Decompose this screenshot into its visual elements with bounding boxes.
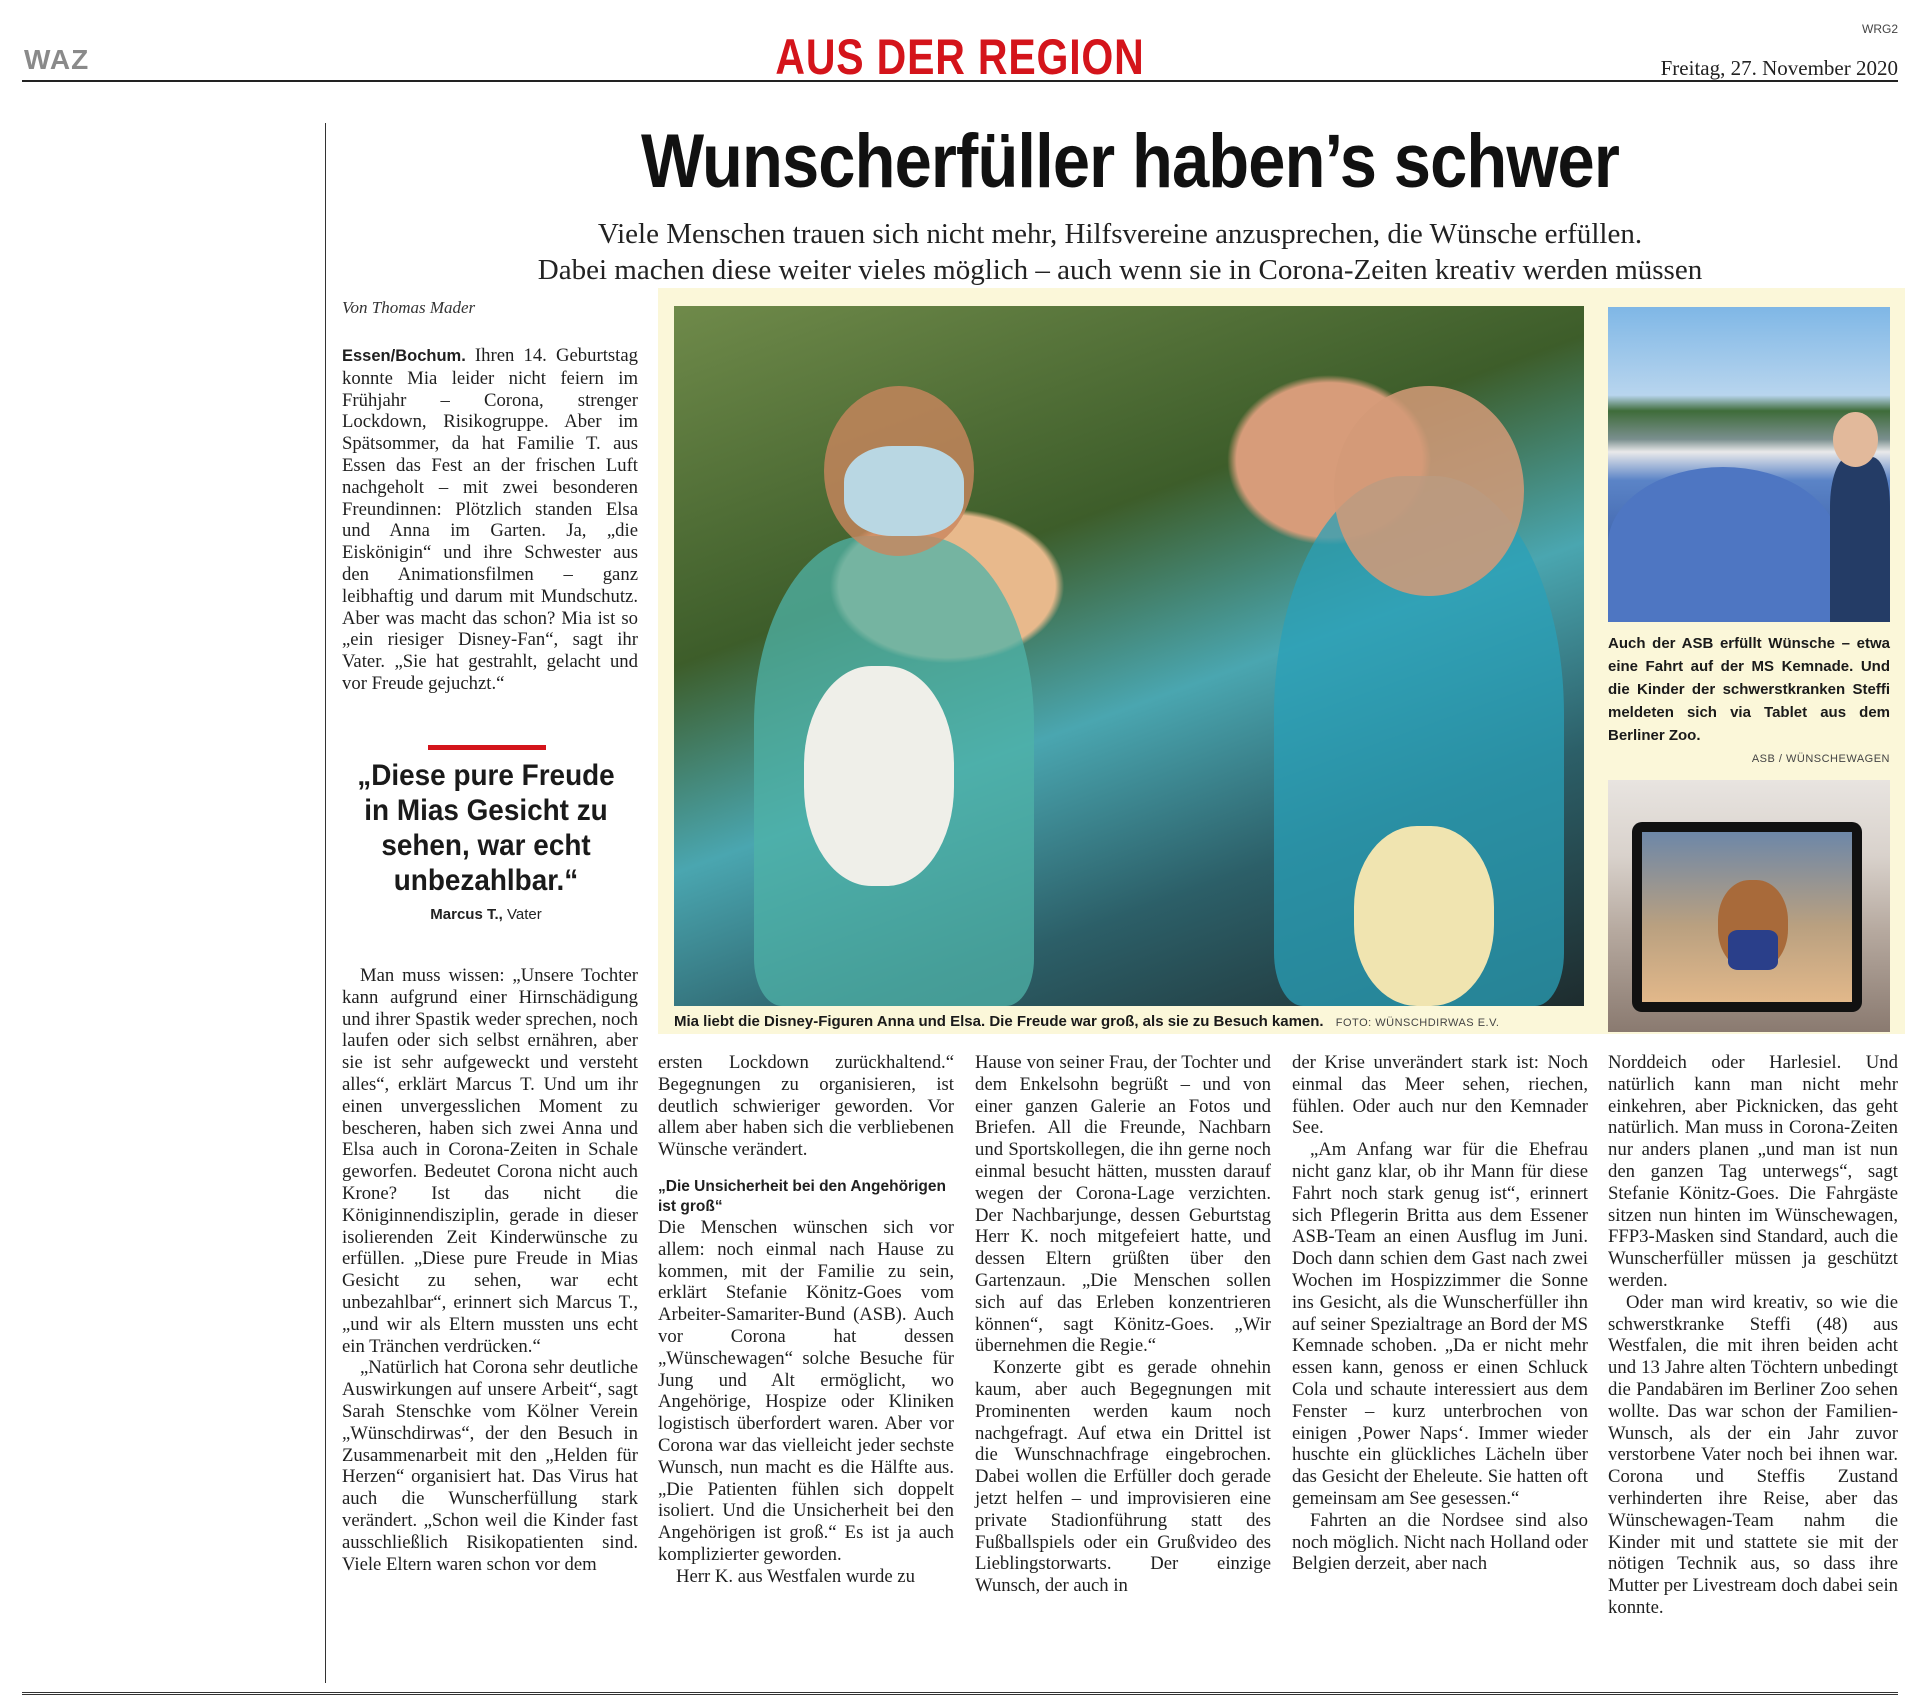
paragraph: Norddeich oder Harlesiel. Und natürlich kann man nicht mehr einkehren, aber Picknicken, das geht natürlich. Man muss in Corona-Zeiten nur anders planen „und man ist nun den ganzen Tag unterwegs“, sagt Stefanie Könitz-Goes. Die Fahrgäste sitzen nun hinten im Wünschewagen, FFP3-Masken sind Standard, auch die Wunscherfüller müssen ja geschützt werden. bbox=[1608, 1052, 1898, 1291]
dateline: Essen/Bochum. bbox=[342, 347, 466, 365]
paragraph: „Am Anfang war für die Ehefrau nicht ganz klar, ob ihr Mann für diese Fahrt noch stark genug ist“, erinnert sich Pflegerin Britta aus dem Essener ASB-Team an einen Ausflug im Juni. Doch dann schien dem Gast nach zwei Wochen im Hospizzimmer die Sonne ins Gesicht, als die Wunscherfüller ihn auf seiner Spezialtrage an Bord der MS Kemnade schoben. „Da er nicht mehr essen kann, genoss er einen Schluck Cola und schaute interessiert aus dem Fenster – kurz unterbrochen von einigen ‚Power Naps‘. Immer wieder huschte ein glückliches Lächeln über das Gesicht der Eheleute. Sie hatten oft gemeinsam am See gesessen.“ bbox=[1292, 1139, 1588, 1509]
column-5 bbox=[1608, 1052, 1898, 1619]
article-headline: Wunscherfüller haben’s schwer bbox=[641, 119, 1619, 204]
paragraph: Konzerte gibt es gerade ohnehin kaum, aber auch Begegnungen mit Prominenten werden kaum noch nachgefragt. Auf etwa ein Drittel ist die Wunschnachfrage eingebrochen. Dabei wollen die Erfüller doch gerade jetzt helfen – und improvisieren eine private Stadionführung statt des Fußballspiels oder ein Grußvideo des Lieblingstorwarts. Der einzige Wunsch, der auch in bbox=[975, 1357, 1271, 1597]
edition-code: WRG2 bbox=[1862, 22, 1898, 36]
left-column-rule bbox=[325, 123, 326, 1683]
column-3 bbox=[975, 1052, 1271, 1597]
main-photo-credit: FOTO: WÜNSCHDIRWAS E.V. bbox=[1335, 1017, 1500, 1029]
header-rule bbox=[22, 80, 1898, 82]
side-photo-tablet bbox=[1608, 780, 1890, 1032]
column-4 bbox=[1292, 1052, 1588, 1575]
masthead-logo: WAZ bbox=[24, 44, 90, 75]
article-deck bbox=[400, 216, 1840, 288]
intro-paragraph: Essen/Bochum. Ihren 14. Geburtstag konnte Mia leider nicht feiern im Frühjahr – Corona, strenger Lockdown, Risikogruppe. Aber im Spätsommer, da hat Familie T. aus Essen das Fest an der frischen Luft nachgeholt – mit zwei besonderen Freundinnen: Plötzlich standen Elsa und Anna im Garten. Ja, „die Eiskönigin“ und ihre Schwester aus den Animationsfilmen – ganz leibhaftig und darum mit Mundschutz. Aber was macht das schon? Mia ist so „ein riesiger Disney-Fan“, sagt ihr Vater. „Sie hat gestrahlt, gelacht und vor Freude gejuchzt.“ bbox=[342, 345, 638, 694]
side-photo-caption: Auch der ASB erfüllt Wünsche – etwa eine Fahrt auf der MS Kemnade. Und die Kinder der schwerstkranken Steffi meldeten sich via Tablet aus dem Berliner Zoo. bbox=[1608, 635, 1890, 744]
subheading: „Die Unsicherheit bei den Angehörigen ist groß“ bbox=[658, 1177, 946, 1215]
pull-quote-role: Vater bbox=[502, 906, 542, 923]
column-1 bbox=[342, 965, 638, 1575]
column-2 bbox=[658, 1052, 954, 1588]
paragraph: Hause von seiner Frau, der Tochter und dem Enkelsohn begrüßt – und von einer ganzen Galerie an Fotos und Briefen. All die Freunde, Nachbarn und Sportskollegen, die ihn gerne noch einmal besucht hätten, mussten darauf wegen der Corona-Lage verzichten. Der Nachbarjunge, dessen Geburtstag Herr K. noch mitgefeiert hatte, und dessen Eltern grüßten über den Gartenzaun. „Die Menschen sollen sich auf das Erleben konzentrieren können“, sagt Könitz-Goes. „Wir übernehmen die Regie.“ bbox=[975, 1052, 1271, 1357]
pull-quote-rule bbox=[428, 745, 546, 750]
main-caption-text: Mia liebt die Disney-Figuren Anna und Elsa. Die Freude war groß, als sie zu Besuch kamen. bbox=[674, 1013, 1324, 1030]
footer-rule bbox=[22, 1692, 1898, 1695]
deck-line-1: Viele Menschen trauen sich nicht mehr, Hilfsvereine anzusprechen, die Wünsche erfüllen. bbox=[597, 218, 1643, 250]
side-photo-credit: ASB / WÜNSCHEWAGEN bbox=[1751, 753, 1890, 765]
pull-quote-name: Marcus T., bbox=[430, 906, 503, 923]
paragraph: Herr K. aus Westfalen wurde zu bbox=[676, 1565, 915, 1587]
side-photo-boat bbox=[1608, 307, 1890, 622]
main-photo bbox=[674, 306, 1584, 1006]
paragraph: „Natürlich hat Corona sehr deutliche Auswirkungen auf unsere Arbeit“, sagt Sarah Stenschke vom Kölner Verein „Wünschdirwas“, der den Besuch in Zusammenarbeit mit den „Helden für Herzen“ organisiert hat. Das Virus hat auch die Wunscherfüllung stark verändert. „Schon weil die Kinder fast ausschließlich Risikopatienten sind. Viele Eltern waren schon vor dem bbox=[342, 1357, 638, 1575]
pull-quote: „Diese pure Freude in Mias Gesicht zu sehen, war echt unbezahlbar.“ bbox=[357, 759, 615, 897]
byline: Von Thomas Mader bbox=[342, 298, 476, 317]
main-photo-caption bbox=[674, 1013, 1594, 1030]
pull-quote-attribution bbox=[336, 906, 636, 923]
column-1-intro bbox=[342, 345, 638, 695]
publication-date: Freitag, 27. November 2020 bbox=[1660, 56, 1898, 80]
paragraph: Fahrten an die Nordsee sind also noch möglich. Nicht nach Holland oder Belgien derzeit, aber nach bbox=[1292, 1509, 1588, 1575]
paragraph: ersten Lockdown zurückhaltend.“ Begegnungen zu organisieren, ist deutlich schwieriger geworden. Vor allem aber haben sich die verbliebenen Wünsche verändert. bbox=[658, 1052, 954, 1161]
paragraph: Die Menschen wünschen sich vor allem: noch einmal nach Hause zu kommen, mit der Familie zu sein, erklärt Stefanie Könitz-Goes vom Arbeiter-Samariter-Bund (ASB). Auch vor Corona hat dessen „Wünschewagen“ solche Besuche für Jung und Alt ermöglicht, wo Angehörige, Hospize oder Kliniken logistisch überfordert waren. Aber vor Corona war das vielleicht jeder sechste Wunsch, nun macht es die Hälfte aus. „Die Patienten fühlen sich doppelt isoliert. Und die Unsicherheit bei den Angehörigen ist groß.“ Es ist ja auch komplizierter geworden. bbox=[658, 1216, 954, 1565]
paragraph: Oder man wird kreativ, so wie die schwerstkranke Steffi (48) aus Westfalen, die mit ihren beiden acht und 13 Jahre alten Töchtern unbedingt die Pandabären im Berliner Zoo sehen wollte. Das war schon der Familien-Wunsch, als der ein Jahr zuvor verstorbene Vater noch bei ihnen war. Corona und Steffis Zustand verhinderten ihre Reise, aber das Wünschewagen-Team nahm die Kinder mit und stattete sie mit der nötigen Technik aus, so dass ihre Mutter per Livestream doch dabei sein konnte. bbox=[1608, 1291, 1898, 1618]
paragraph: der Krise unverändert stark ist: Noch einmal das Meer sehen, riechen, fühlen. Oder auch nur den Kemnader See. bbox=[1292, 1052, 1588, 1139]
paragraph: Man muss wissen: „Unsere Tochter kann aufgrund einer Hirnschädigung und ihrer Spastik weder sprechen, noch laufen oder sich selbst ernähren, aber sie ist sehr aufgeweckt und versteht alles“, erklärt Marcus T. Und um ihr einen unvergesslichen Moment zu bescheren, haben sich zwei Anna und Elsa auch in Corona-Zeiten in Schale geworfen. Bedeutet Corona nicht auch Krone? Ist das nicht die Königinnendisziplin, gerade in dieser isolierenden Zeit Kinderwünsche zu erfüllen. „Diese pure Freude in Mias Gesicht zu sehen, war echt unbezahlbar“, erinnert sich Marcus T., „und wir als Eltern mussten uns echt ein Tränchen verdrücken.“ bbox=[342, 965, 638, 1357]
section-title: AUS DER REGION bbox=[775, 29, 1145, 85]
deck-line-2: Dabei machen diese weiter vieles möglich – auch wenn sie in Corona-Zeiten kreativ werden müssen bbox=[537, 254, 1703, 286]
